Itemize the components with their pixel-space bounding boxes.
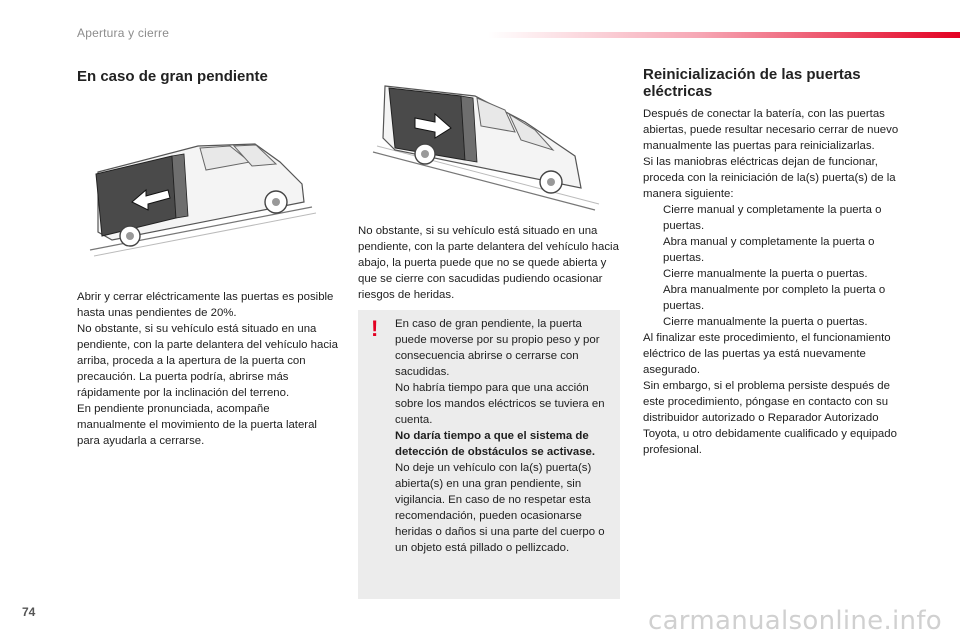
list-item: Cierre manual y completamente la puerta o puertas. — [663, 204, 882, 232]
right-outro: Al finalizar este procedimiento, el funcionamiento eléctrico de las puertas ya está nuevamente asegurado. Sin embargo, si el problema persiste después de este procedimiento, póngase en contacto con su distribuidor autorizado o Reparador Autorizado Toyota, u otro debidamente cualificado y equipado profesional. — [643, 332, 897, 456]
list-item: Abra manual y completamente la puerta o puertas. — [663, 236, 875, 264]
middle-paragraph: No obstante, si su vehículo está situado en una pendiente, con la parte delantera del vehículo hacia abajo, la puerta puede que no se quede abierta y que se cierre con sacudidas pudiendo ocasionar riesgos de heridas. — [358, 225, 619, 301]
right-section-title: Reinicialización de las puertas eléctricas — [643, 66, 861, 100]
reset-steps-list — [643, 202, 911, 330]
middle-body-text — [358, 223, 622, 303]
section-header-title: Apertura y cierre — [77, 26, 170, 40]
header-accent-bar — [488, 32, 960, 38]
warning-exclamation-icon: ! — [371, 316, 379, 341]
van-downhill-illustration — [365, 76, 605, 216]
list-item: Cierre manualmente la puerta o puertas. — [663, 268, 868, 280]
left-paragraph: Abrir y cerrar eléctricamente las puertas es posible hasta unas pendientes de 20%. No obstante, si su vehículo está situado en una pendiente, con la parte delantera del vehículo hacia arriba, proceda a la apertura de la puerta con precaución. La puerta podría, abrirse más rápidamente por la inclinación del terreno. En pendiente pronunciada, acompañe manualmente el movimiento de la puerta lateral para ayudarla a cerrarse. — [77, 291, 338, 447]
van-uphill-illustration — [80, 132, 320, 262]
watermark: carmanualsonline.info — [647, 606, 942, 636]
right-body-text — [643, 106, 911, 458]
right-intro: Después de conectar la batería, con las puertas abiertas, puede resultar necesario cerrar de nuevo manualmente las puertas para reinicializarlas. Si las maniobras eléctricas dejan de funcionar, proceda con la reiniciación de la(s) puerta(s) de la manera siguiente: — [643, 108, 899, 200]
warning-text-bold: No daría tiempo a que el sistema de detección de obstáculos se activase. — [395, 430, 596, 458]
left-section-title: En caso de gran pendiente — [77, 68, 268, 85]
list-item: Cierre manualmente la puerta o puertas. — [663, 316, 868, 328]
list-item: Abra manualmente por completo la puerta o puertas. — [663, 284, 886, 312]
page-number: 74 — [22, 605, 36, 619]
warning-text-part-1: En caso de gran pendiente, la puerta puede moverse por su propio peso y por consecuencia abrirse o cerrarse con sacudidas. No habría tiempo para que una acción sobre los mandos eléctricos se tuviera en cuenta. — [395, 318, 605, 426]
left-body-text — [77, 289, 339, 449]
warning-text — [395, 316, 615, 556]
warning-text-part-2: No deje un vehículo con la(s) puerta(s) abierta(s) en una gran pendiente, sin vigilancia. En caso de no respetar esta recomendación, pueden ocasionarse heridas o daños si una parte del cuerpo o un objeto está pillado o pellizcado. — [395, 462, 605, 554]
